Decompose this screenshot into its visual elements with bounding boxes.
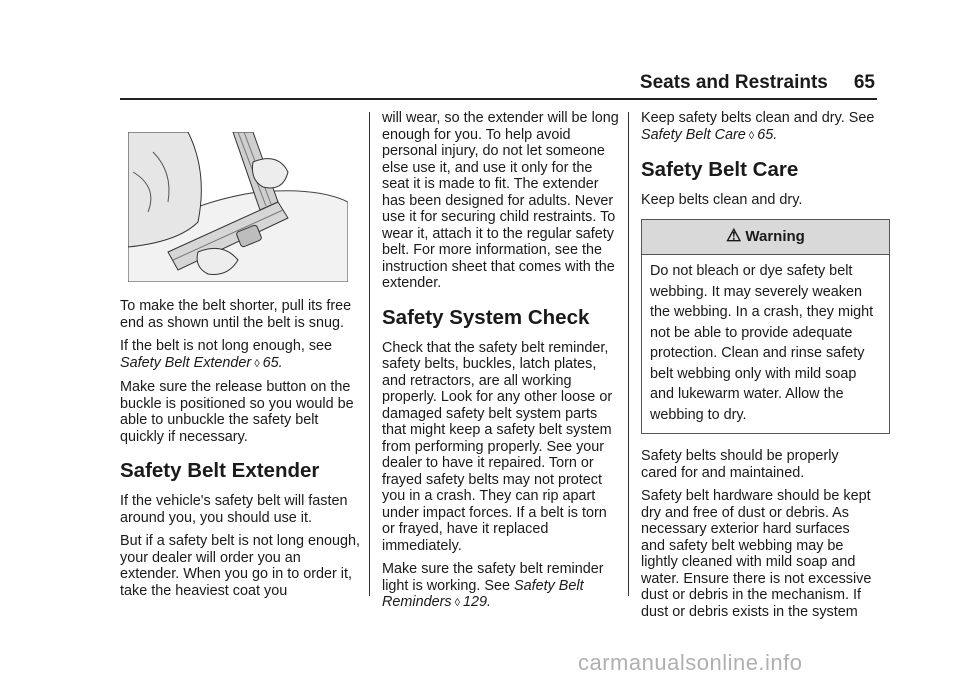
page-header	[120, 72, 875, 94]
ref-lead-text: Keep safety belts clean and dry. See	[641, 110, 875, 126]
paragraph-ref: If the belt is not long enough, see Safety Belt Extender ◊ 65.	[120, 338, 333, 371]
cross-reference-link[interactable]: Safety Belt Extender	[120, 354, 252, 371]
paragraph: If the vehicle's safety belt will fasten around you, you should use it.	[120, 493, 348, 526]
cross-reference-page[interactable]: 65	[757, 126, 774, 143]
section-heading: Safety System Check	[382, 305, 590, 329]
column-3	[641, 110, 877, 627]
column-divider-2	[628, 112, 629, 596]
section-heading: Safety Belt Extender	[120, 459, 320, 482]
warning-text: Do not bleach or dye safety belt webbing. It may severely weaken the webbing. In a crash, they might not be able to provide adequate protection. Clean and rinse safety belt webbing only with mild soap and lukewarm water. Allow the webbing to dry.	[650, 263, 874, 423]
paragraph: Check that the safety belt reminder, safety belts, buckles, latch plates, and retractors, are all working properly. Look for any other loose or damaged safety belt system parts that might keep a safety belt system from performing properly. See your dealer to have it repaired. Torn or frayed safety belts may not protect you in a crash. They can rip apart under impact forces. If a belt is torn or frayed, have it replaced immediately.	[382, 339, 613, 554]
seat-belt-illustration	[128, 132, 348, 282]
header-rule	[120, 98, 877, 100]
page-ref-icon: ◊	[748, 129, 755, 142]
page-ref-icon: ◊	[454, 597, 461, 609]
ref-lead-text: If the belt is not long enough, see	[120, 338, 333, 354]
paragraph: Keep belts clean and dry.	[641, 192, 803, 208]
cross-reference-link[interactable]: Safety Belt Care	[641, 126, 746, 143]
paragraph: But if a safety belt is not long enough, your dealer will order you an extender. When you go in to order it, take the heaviest coat you	[120, 533, 361, 599]
section-heading: Safety Belt Care	[641, 158, 799, 181]
cross-reference-page[interactable]: 65	[262, 354, 279, 371]
cross-reference-page[interactable]: 129	[463, 594, 488, 610]
page-number: 65	[853, 72, 875, 93]
paragraph: To make the belt shorter, pull its free end as shown until the belt is snug.	[120, 298, 352, 331]
ref-lead-text: Make sure the safety belt reminder light is working. See	[382, 561, 604, 594]
cross-reference-link[interactable]: Safety Belt Reminders	[382, 577, 584, 610]
section-title: Seats and Restraints	[639, 72, 828, 93]
seat-belt-illustration-icon	[128, 132, 348, 282]
paragraph-ref: Keep safety belts clean and dry. See Safety Belt Care ◊ 65.	[641, 110, 875, 143]
warning-header	[642, 220, 889, 256]
column-divider-1	[369, 112, 370, 596]
page-ref-icon: ◊	[254, 357, 260, 370]
column-1	[120, 298, 360, 606]
watermark: carmanualsonline.info	[578, 650, 803, 675]
paragraph-ref: Make sure the safety belt reminder light is working. See Safety Belt Reminders ◊ 129.	[382, 561, 604, 610]
column-2	[382, 110, 620, 619]
warning-box	[641, 219, 890, 435]
paragraph: will wear, so the extender will be long enough for you. To help avoid personal injury, do not let someone else use it, and use it only for the seat it is made to fit. The extender has been designed for adults. Never use it for securing child restraints. To wear it, attach it to the regular safety belt. For more information, see the instruction sheet that comes with the extender.	[382, 110, 619, 291]
warning-title: Warning	[745, 227, 805, 245]
paragraph: Safety belt hardware should be kept dry and free of dust or debris. As necessary exterior hard surfaces and safety belt webbing may be lightly cleaned with mild soap and water. Ensure there is not excessive dust or debris in the mechanism. If dust or debris exists in the system	[641, 488, 872, 620]
warning-icon: ⚠	[726, 225, 742, 245]
paragraph: Safety belts should be properly cared for and maintained.	[641, 448, 839, 481]
paragraph: Make sure the release button on the buckle is positioned so you would be able to unbuckle the safety belt quickly if necessary.	[120, 379, 354, 445]
